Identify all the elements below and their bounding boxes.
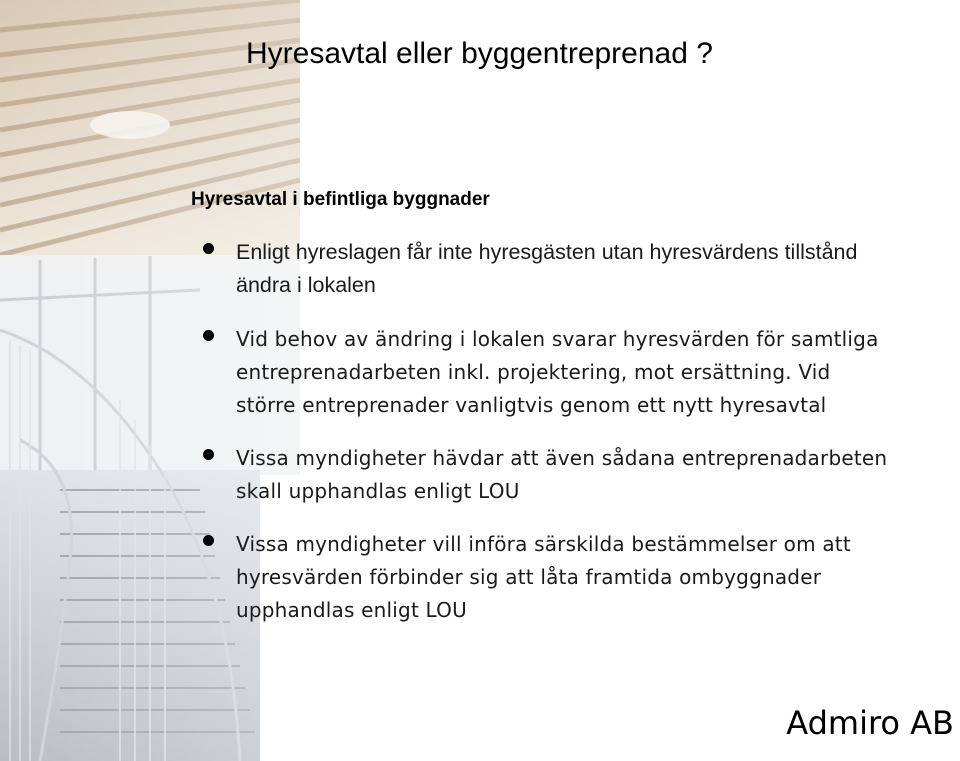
- company-footer: Admiro AB: [786, 704, 954, 742]
- bullet-item: [196, 236, 896, 302]
- bullet-text: Vissa myndigheter vill införa särskilda bestämmelser om att hyresvärden förbinder sig att låta framtida ombyggnader upphandlas enligt LOU: [236, 532, 851, 622]
- bullet-item: [196, 442, 896, 508]
- bullet-item: [196, 323, 896, 422]
- bullet-list: [196, 236, 896, 627]
- bullet-text: Vissa myndigheter hävdar att även sådana entreprenadarbeten skall upphandlas enligt LOU: [236, 446, 888, 503]
- bullet-text: Enligt hyreslagen får inte hyresgästen utan hyresvärdens tillstånd ändra i lokalen: [236, 240, 858, 297]
- bullet-dot-icon: [203, 449, 214, 460]
- slide-title: Hyresavtal eller byggentreprenad ?: [246, 37, 713, 70]
- bullet-text: Vid behov av ändring i lokalen svarar hyresvärden för samtliga entreprenadarbeten inkl. projektering, mot ersättning. Vid större entreprenader vanligtvis genom ett nytt hyresavtal: [236, 327, 879, 417]
- bullet-dot-icon: [203, 330, 214, 341]
- bullet-item: [196, 528, 896, 627]
- bullet-dot-icon: [203, 243, 214, 254]
- slide-subtitle: Hyresavtal i befintliga byggnader: [191, 189, 490, 210]
- bullet-dot-icon: [203, 535, 214, 546]
